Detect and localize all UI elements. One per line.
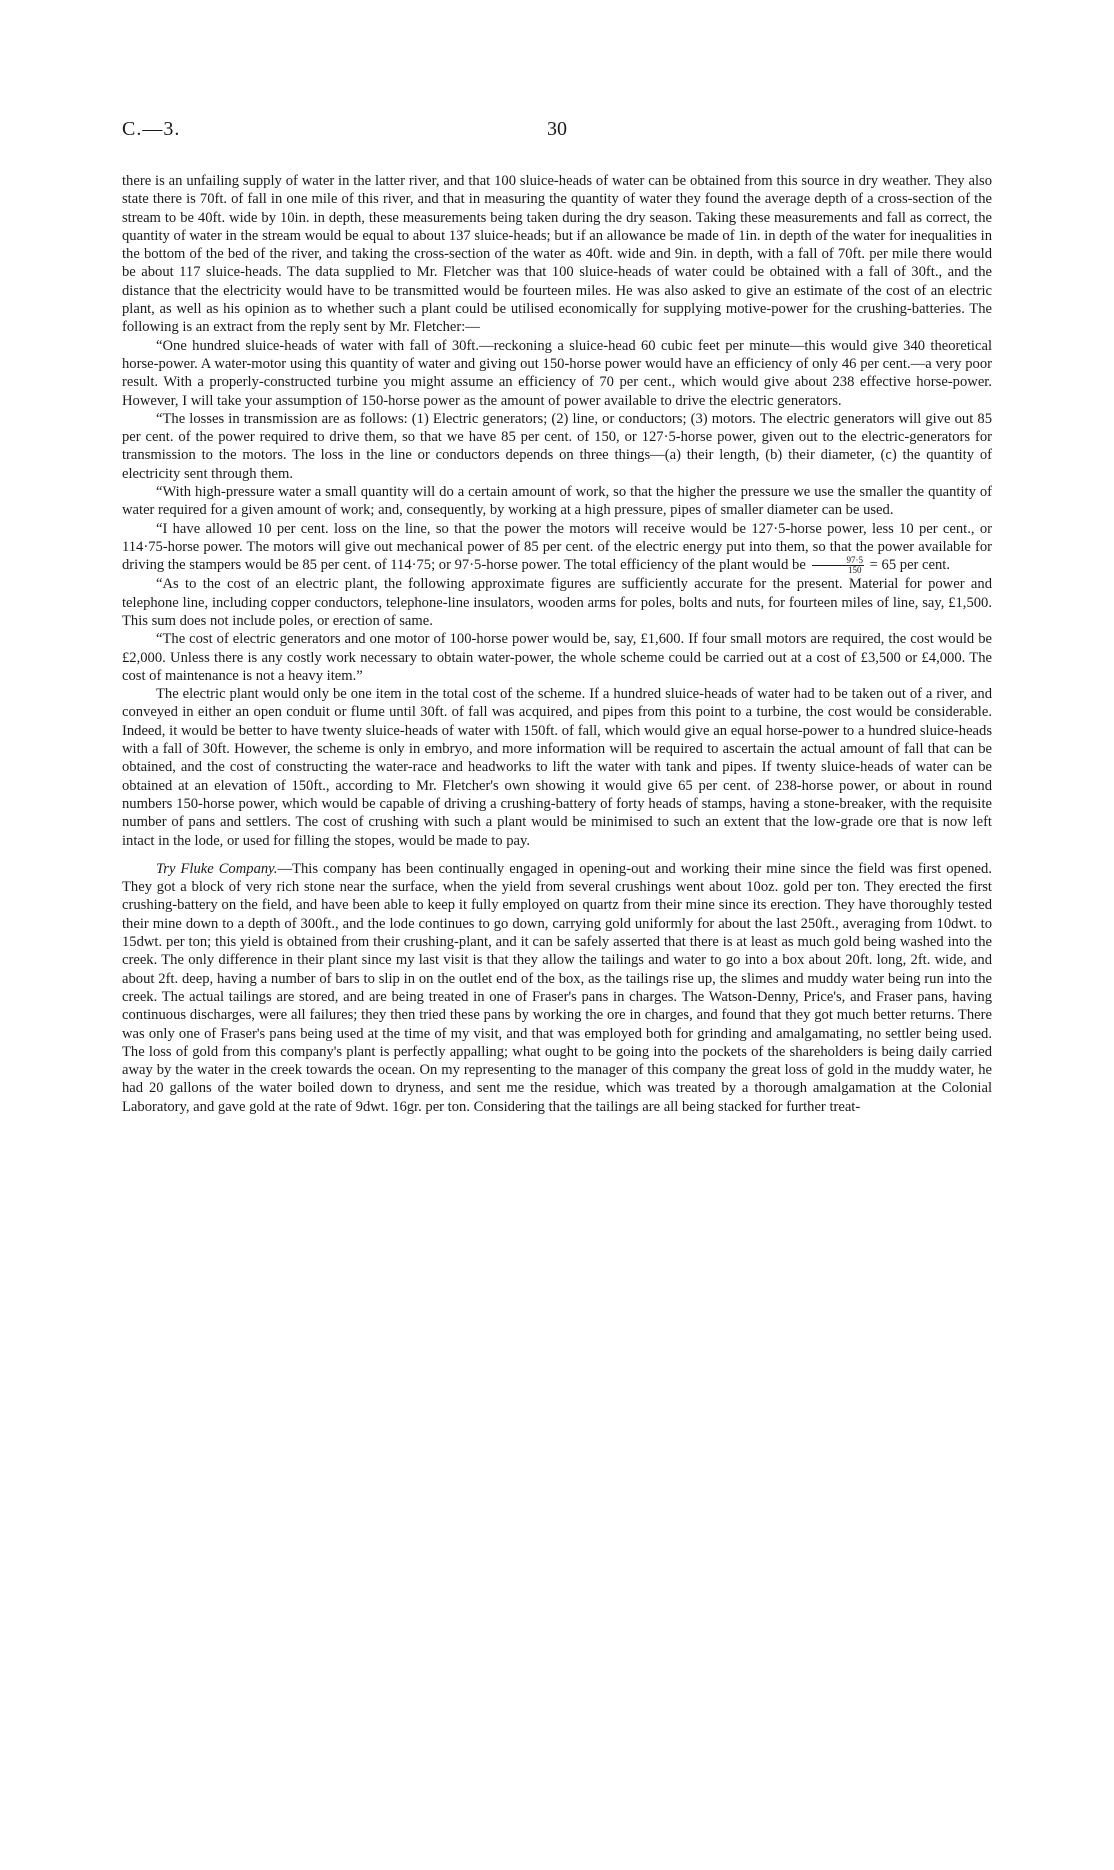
body-text bbox=[122, 172, 992, 1116]
paragraph: “The cost of electric generators and one motor of 100-horse power would be, say, £1,600. If four small motors are required, the cost would be £2,000. Unless there is any costly work necessary to obtain water-power, the whole scheme could be carried out at a cost of £3,500 or £4,000. The cost of maintenance is not a heavy item.” bbox=[122, 631, 992, 684]
paragraph bbox=[122, 520, 992, 576]
paragraph bbox=[122, 860, 992, 1116]
paragraph: “With high-pressure water a small quantity will do a certain amount of work, so that the higher the pressure we use the smaller the quantity of water required for a given amount of work; and, consequently, by working at a high pressure, pipes of smaller diameter can be used. bbox=[122, 484, 992, 519]
paragraph: “As to the cost of an electric plant, the following approximate figures are sufficiently accurate for the present. Material for power and telephone line, including copper conductors, telephone-line insulators, wooden arms for poles, bolts and nuts, for fourteen miles of line, say, £1,500. This sum does not include poles, or erection of same. bbox=[122, 576, 992, 629]
paragraph: The electric plant would only be one item in the total cost of the scheme. If a hundred sluice-heads of water had to be taken out of a river, and conveyed in either an open conduit or flume until 30ft. of fall was acquired, and pipes from this point to a turbine, the cost would be considerable. Indeed, it would be better to have twenty sluice-heads of water with 150ft. of fall, which would give an equal horse-power to a hundred sluice-heads with a fall of 30ft. However, the scheme is only in embryo, and more information will be required to ascertain the actual amount of fall that can be obtained, and the cost of constructing the water-race and headworks to lift the water with tank and pipes. If twenty sluice-heads of water can be obtained at an elevation of 150ft., according to Mr. Fletcher's own showing it would give 65 per cent. of 238-horse power, or about in round numbers 150-horse power, which would be capable of driving a crushing-battery of forty heads of stamps, having a stone-breaker, with the requisite number of pans and settlers. The cost of crushing with such a plant would be minimised to such an extent that the low-grade ore that is now left intact in the lode, or used for filling the stopes, would be made to pay. bbox=[122, 686, 992, 849]
paragraph-text: —This company has been continually engaged in opening-out and working their mine since the field was first opened. They got a block of very rich stone near the surface, when the yield from several crushings went about 10oz. gold per ton. They erected the first crushing-battery on the field, and have been able to keep it fully employed on quartz from their mine since its erection. They have thoroughly tested their mine down to a depth of 300ft., and the lode continues to go down, carrying gold uniformly for about the last 250ft., averaging from 10dwt. to 15dwt. per ton; this yield is obtained from their crushing-plant, and it can be safely asserted that there is at least as much gold being washed into the creek. The only difference in their plant since my last visit is that they allow the tailings and water to go into a box about 20ft. long, 2ft. wide, and about 2ft. deep, having a number of bars to slip in on the outlet end of the box, as the tailings rise up, the slimes and muddy water being run into the creek. The actual tailings are stored, and are being treated in one of Fraser's pans in charges. The Watson-Denny, Price's, and Fraser pans, having continuous discharges, were all failures; they then tried these pans by working the ore in charges, and found that they got much better returns. There was only one of Fraser's pans being used at the time of my visit, and that was employed both for grinding and amalgamating, no settler being used. The loss of gold from this company's plant is perfectly appalling; what ought to be going into the pockets of the shareholders is being daily carried away by the water in the creek towards the ocean. On my representing to the manager of this company the great loss of gold in the muddy water, he had 20 gallons of the water boiled down to dryness, and sent me the residue, which was treated by a thorough amalgamation at the Colonial Laboratory, and gave gold at the rate of 9dwt. 16gr. per ton. Considering that the tailings are all being stacked for further treat- bbox=[122, 860, 992, 1115]
paragraph: “The losses in transmission are as follows: (1) Electric generators; (2) line, or conductors; (3) motors. The electric generators will give out 85 per cent. of the power required to drive them, so that we have 85 per cent. of 150, or 127·5-horse power, given out to the electric-generators for transmission to the motors. The loss in the line or conductors depends on three things—(a) their length, (b) their diameter, (c) the quantity of electricity sent through them. bbox=[122, 410, 992, 482]
paragraph: there is an unfailing supply of water in the latter river, and that 100 sluice-heads of water can be obtained from this source in dry weather. They also state there is 70ft. of fall in one mile of this river, and that in measuring the quantity of water they found the average depth of a cross-section of the stream to be 40ft. wide by 10in. in depth, these measurements being taken during the dry season. Taking these measurements and fall as correct, the quantity of water in the stream would be equal to about 137 sluice-heads; but if an allowance be made of 1in. in depth of the water for inequalities in the bottom of the bed of the river, and taking the cross-section of the water as 40ft. wide and 9in. in depth, with a fall of 70ft. per mile there would be about 117 sluice-heads. The data supplied to Mr. Fletcher was that 100 sluice-heads of water could be obtained with a fall of 30ft., and the distance that the electricity would have to be transmitted would be fourteen miles. He was also asked to give an estimate of the cost of an electric plant, as well as his opinion as to whether such a plant could be utilised economically for supplying motive-power for the crushing-batteries. The following is an extract from the reply sent by Mr. Fletcher:— bbox=[122, 173, 992, 336]
paragraph: “One hundred sluice-heads of water with fall of 30ft.—reckoning a sluice-head 60 cubic feet per minute—this would give 340 theoretical horse-power. A water-motor using this quantity of water and giving out 150-horse power would have an efficiency of only 46 per cent.—a very poor result. With a properly-constructed turbine you might assume an efficiency of 70 per cent., which would give about 238 effective horse-power. However, I will take your assumption of 150-horse power as the amount of power available to drive the electric generators. bbox=[122, 337, 992, 409]
efficiency-fraction bbox=[812, 556, 865, 575]
fraction-denominator: 150 bbox=[848, 565, 862, 576]
fraction-result: = 65 per cent. bbox=[869, 557, 951, 574]
document-reference: C.—3. bbox=[122, 118, 181, 140]
page-header bbox=[122, 118, 992, 148]
fraction-numerator: 97·5 bbox=[812, 556, 865, 566]
section-heading: Try Fluke Company. bbox=[156, 860, 278, 877]
paragraph-text: “I have allowed 10 per cent. loss on the line, so that the power the motors will receive would be 127·5-horse power, less 10 per cent., or 114·75-horse power. The motors will give out mechanical power of 85 per cent. of the electric energy put into them, so that the power available for driving the stampers would be 85 per cent. of 114·75; or 97·5-horse power. The total efficiency of the plant would be bbox=[122, 520, 992, 574]
page-number: 30 bbox=[547, 118, 567, 140]
